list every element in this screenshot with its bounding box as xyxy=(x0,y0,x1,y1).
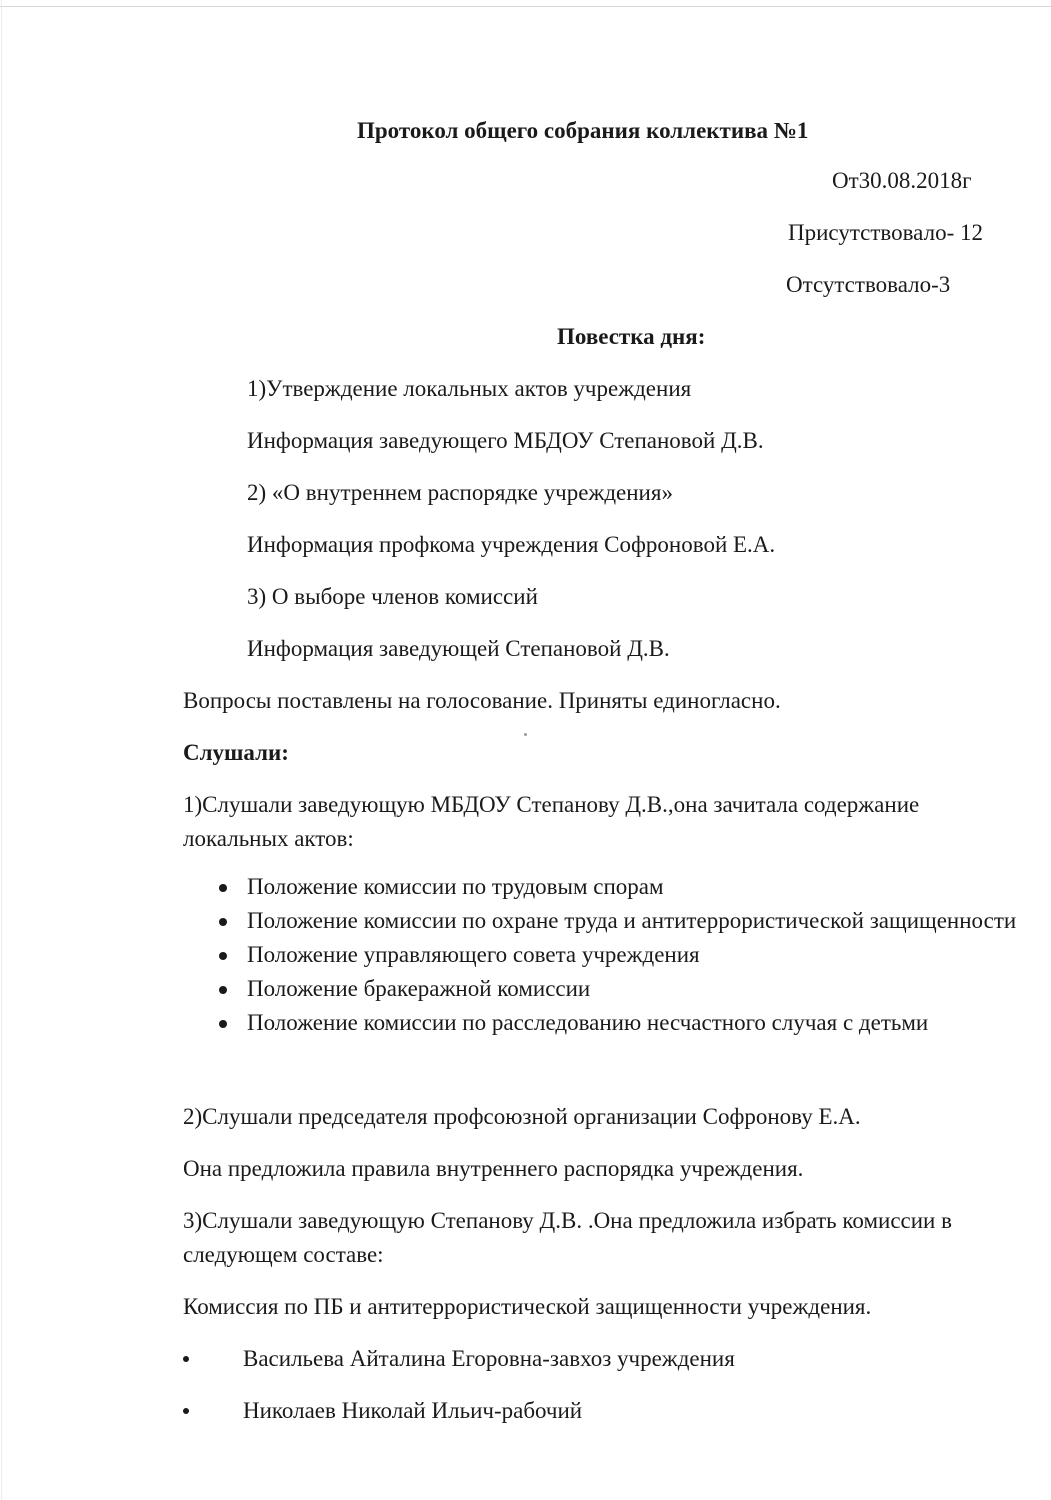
heard-item-2-detail: Она предложила правила внутреннего распорядка учреждения. xyxy=(183,1156,804,1181)
list-item xyxy=(183,938,1033,972)
agenda-item: 3) О выборе членов комиссий xyxy=(247,584,538,609)
list-item-text: Положение комиссии по трудовым спорам xyxy=(247,874,664,899)
list-item xyxy=(183,1006,1033,1040)
member-item xyxy=(183,1394,582,1427)
list-item xyxy=(183,972,1033,1006)
bullet-icon xyxy=(219,986,227,994)
agenda-item-info: Информация заведующей Степановой Д.В. xyxy=(247,636,670,661)
bullet-icon xyxy=(219,918,227,926)
list-item-text: Положение комиссии по охране труда и антитеррористической защищенности xyxy=(247,908,1017,933)
bullet-icon xyxy=(219,952,227,960)
agenda-item: 1)Утверждение локальных актов учреждения xyxy=(247,376,692,401)
member-text: Николаев Николай Ильич-рабочий xyxy=(243,1398,583,1423)
heard-heading: Слушали: xyxy=(183,740,289,765)
list-item-text: Положение управляющего совета учреждения xyxy=(247,942,700,967)
list-item xyxy=(183,870,1033,904)
scan-edge-left xyxy=(1,0,2,1500)
commission-title: Комиссия по ПБ и антитеррористической защищенности учреждения. xyxy=(183,1294,872,1319)
list-item-text: Положение комиссии по расследованию несчастного случая с детьми xyxy=(247,1010,929,1035)
bullet-icon xyxy=(219,884,227,892)
heard-item-1: 1)Слушали заведующую МБДОУ Степанову Д.В.,она зачитала содержание локальных актов: xyxy=(183,792,920,851)
scan-speck xyxy=(524,733,527,736)
document-title: Протокол общего собрания коллектива №1 xyxy=(357,118,809,143)
attendance-present: Присутствовало- 12 xyxy=(788,220,983,245)
document-date: От30.08.2018г xyxy=(832,168,972,193)
agenda-heading: Повестка дня: xyxy=(557,324,706,349)
bullet-icon xyxy=(183,1408,189,1414)
scan-edge xyxy=(0,6,1051,7)
heard-item-3: 3)Слушали заведующую Степанову Д.В. .Она предложила избрать комиссии в следующем составе: xyxy=(183,1208,952,1267)
vote-result: Вопросы поставлены на голосование. Приняты единогласно. xyxy=(183,688,781,713)
agenda-item: 2) «О внутреннем распорядке учреждения» xyxy=(247,480,673,505)
local-acts-list xyxy=(183,870,1033,1040)
agenda-item-info: Информация профкома учреждения Софроновой Е.А. xyxy=(247,532,776,557)
heard-item-2: 2)Слушали председателя профсоюзной организации Софронову Е.А. xyxy=(183,1104,861,1129)
member-text: Васильева Айталина Егоровна-завхоз учреждения xyxy=(243,1346,735,1371)
bullet-icon xyxy=(219,1020,227,1028)
attendance-absent: Отсутствовало-3 xyxy=(786,272,951,297)
agenda-item-info: Информация заведующего МБДОУ Степановой Д.В. xyxy=(247,428,764,453)
member-item xyxy=(183,1342,735,1375)
list-item xyxy=(183,904,1033,938)
bullet-icon xyxy=(183,1356,189,1362)
list-item-text: Положение бракеражной комиссии xyxy=(247,976,591,1001)
